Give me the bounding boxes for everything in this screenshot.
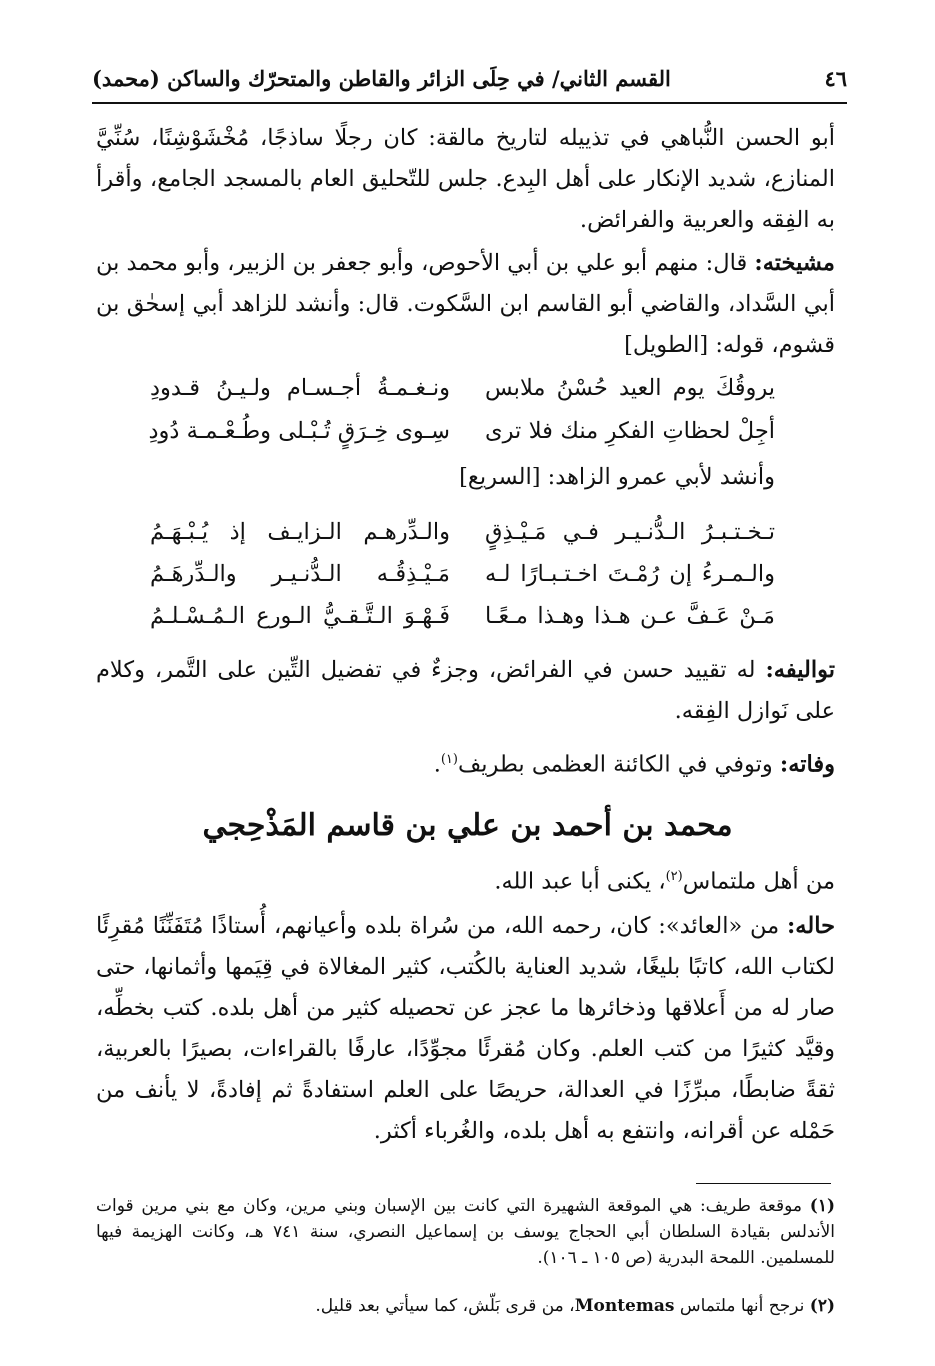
origin-text: من أهل ملتماس xyxy=(682,868,835,895)
wafat-text: وتوفي في الكائنة العظمى بطريف xyxy=(457,751,780,778)
paragraph-origin xyxy=(96,856,835,903)
verse-first-hemistich: والـمـرءُ إن رُمْـتَ اخـتـبـارًا لـه xyxy=(485,561,775,587)
footnote-2-number: (٢) xyxy=(809,1296,835,1316)
footnote-2-latin: Montemas xyxy=(574,1296,675,1316)
verse-second-hemistich: فَـهْـوَ الـتَّـقـيُّ الـورع الـمُـسْـلـمُ xyxy=(150,603,450,629)
running-title: القسم الثاني/ في حِلَى الزائر والقاطن والمتحرّك والساكن (محمد) xyxy=(92,65,671,91)
paragraph-intro: أبو الحسن النُّباهي في تذييله لتاريخ مالقة: كان رجلًا ساذجًا، مُخْشَوْشِنًا، سُنِّيَّ المنازع، شديد الإنكار على أهل البِدع. جلس للتّحليق العام بالمسجد الجامع، وأقرأ به الفِقه والعربية والفرائض. xyxy=(96,125,835,233)
header-rule xyxy=(92,102,847,104)
poem2-intro: وأنشد لأبي عمرو الزاهد: [السريع] xyxy=(459,464,775,490)
section-title: محمد بن أحمد بن علي بن قاسم المَذْحِجي xyxy=(202,808,733,843)
verse-first-hemistich: أجِلْ لحظاتِ الفكرِ منك فلا ترى xyxy=(485,418,775,444)
footnote-1-number: (١) xyxy=(809,1196,835,1216)
page-number: ٤٦ xyxy=(824,65,847,91)
page-header xyxy=(92,56,847,100)
footnote-2-rest: ، من قرى بَلّش، كما سيأتي بعد قليل. xyxy=(315,1296,575,1316)
paragraph-tawalif xyxy=(96,650,835,732)
footnote-1-text: موقعة طريف: هي الموقعة الشهيرة التي كانت بين الإسبان وبني مرين، وكان مع بني مرين قوات الأندلس بقيادة السلطان أبي الحجاج يوسف بن إسماعيل النصري، سنة ٧٤١ هـ، وكانت الهزيمة فيها للمسلمين. اللمحة البدرية (ص ١٠٥ ـ ١٠٦). xyxy=(96,1196,835,1268)
verse-first-hemistich: يروقُكَ يوم العيد حُسْنُ ملابس xyxy=(485,375,775,401)
verse-first-hemistich: تـخـتـبـرُ الـدُّنـيـر فـي مَـيْـذِقٍ xyxy=(485,519,775,545)
poem2-verse xyxy=(0,519,935,559)
poem2-verse xyxy=(0,561,935,601)
verse-second-hemistich: والـدِّرهـم الـزايـف إذ يُـبْـهَـمُ xyxy=(150,519,450,545)
wafat-end: . xyxy=(433,751,441,778)
verse-second-hemistich: ونـغـمـةُ أجـسـام ولـيـنُ قـدودِ xyxy=(150,375,450,401)
wafat-label: وفاته: xyxy=(779,751,835,778)
tawalif-label: تواليفه: xyxy=(765,657,835,683)
poem1-verse xyxy=(0,418,935,458)
verse-second-hemistich: مَـيْـذِقُـه الـدُّنـيـر والـدِّرهَـمُ xyxy=(150,561,450,587)
paragraph-mashyakha xyxy=(96,243,835,366)
verse-first-hemistich: مَـنْ عَـفَّ عـن هـذا وهـذا مـعًـا xyxy=(485,603,775,629)
verse-second-hemistich: سِـوى خِـرَقٍ تُـبْـلى وطُـعْـمـة دُودِ xyxy=(148,418,450,444)
footnote-2-text: نرجح أنها ملتماس xyxy=(679,1296,805,1316)
paragraph-haluh xyxy=(96,906,835,1152)
paragraph-wafat xyxy=(96,739,835,786)
footnote-ref-2[interactable]: (٢) xyxy=(665,869,683,884)
mashyakha-label: مشيخته: xyxy=(754,250,835,276)
haluh-label: حاله: xyxy=(787,913,835,939)
footnote-ref-1[interactable]: (١) xyxy=(440,752,458,767)
poem1-verse xyxy=(0,375,935,415)
origin-rest: ، يكنى أبا عبد الله. xyxy=(494,868,666,895)
footnote-rule xyxy=(696,1183,831,1184)
poem2-verse xyxy=(0,603,935,643)
footnote-1 xyxy=(96,1193,835,1271)
haluh-text: من «العائد»: كان، رحمه الله، من سُراة بلده وأعيانهم، أُستاذًا مُتَفَنِّنًا مُقرِئًا لكتاب الله، كاتبًا بليغًا، شديد العناية بالكُتب، كثير المغالاة في قِيَمها وأثمانها، حتى صار له من أَعلاقها وذخائرها ما عجز عن تحصيله كثير من أهل بلده. كتب بخطِّه، وقيَّد كثيرًا من كتب العلم. وكان مُقرئًا مجوِّدًا، عارفًا بالقراءات، بصيرًا بالعربية، ثقةً ضابطًا، مبرِّزًا في العدالة، حريصًا على العلم استفادةً ثم إفادةً، لا يأنف من حَمْله عن أقرانه، وانتفع به أهل بلده، والغُرباء أكثر. xyxy=(96,913,835,1144)
footnote-2 xyxy=(96,1293,835,1319)
mashyakha-text: قال: منهم أبو علي بن أبي الأحوص، وأبو جعفر بن الزبير، وأبو محمد بن أبي السَّداد، والقاضي أبو القاسم ابن السَّكوت. قال: وأنشد للزاهد أبي إسحٰق بن قشوم، قوله: [الطويل] xyxy=(96,250,835,358)
tawalif-text: له تقييد حسن في الفرائض، وجزءٌ في تفضيل التِّين على التَّمر، وكلام على نَوازل الفِقه. xyxy=(96,657,835,724)
